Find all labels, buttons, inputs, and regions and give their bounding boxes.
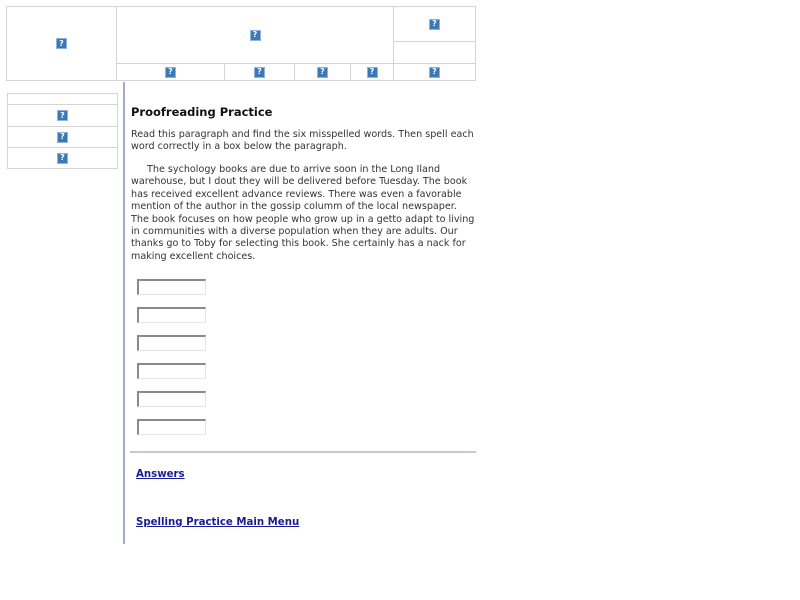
broken-image-icon[interactable]: ? [56, 38, 67, 49]
answer-input-5[interactable] [137, 391, 206, 407]
nav-cell-3[interactable] [294, 63, 351, 81]
answer-input-6[interactable] [137, 419, 206, 435]
broken-image-icon[interactable]: ? [367, 67, 378, 78]
nav-cell-4[interactable] [350, 63, 394, 81]
broken-image-icon[interactable]: ? [57, 110, 68, 121]
header-right-spacer-cell [393, 41, 476, 64]
broken-image-icon[interactable]: ? [57, 132, 68, 143]
header-top-right-cell [393, 6, 476, 42]
broken-image-icon[interactable]: ? [165, 67, 176, 78]
answer-input-1[interactable] [137, 279, 206, 295]
sidebar-item-3[interactable] [7, 147, 118, 169]
nav-cell-1[interactable] [116, 63, 225, 81]
main-menu-link[interactable]: Spelling Practice Main Menu [136, 517, 300, 528]
sidebar-item-2[interactable] [7, 126, 118, 148]
sidebar-item-1[interactable] [7, 104, 118, 127]
answer-input-2[interactable] [137, 307, 206, 323]
broken-image-icon[interactable]: ? [250, 30, 261, 41]
horizontal-rule [130, 451, 476, 453]
answers-link[interactable]: Answers [136, 469, 185, 480]
header-logo-cell [6, 6, 117, 81]
broken-image-icon[interactable]: ? [254, 67, 265, 78]
broken-image-icon[interactable]: ? [317, 67, 328, 78]
proofreading-paragraph: The sychology books are due to arrive soon in the Long Iland warehouse, but I dout they will be delivered before Tuesday. The book has received excellent advance reviews. There was even a favorable mention of the author in the gossip columm of the local newspaper. The book focuses on how people who grow up in a getto adapt to living in communities with a diverse population when they are adults. Our thanks go to Toby for selecting this book. She certainly has a nack for making excellent choices. [131, 164, 475, 262]
answer-input-3[interactable] [137, 335, 206, 351]
answer-input-4[interactable] [137, 363, 206, 379]
broken-image-icon[interactable]: ? [57, 153, 68, 164]
header-banner-cell [116, 6, 394, 64]
nav-cell-5[interactable] [393, 63, 476, 81]
broken-image-icon[interactable]: ? [429, 67, 440, 78]
content-divider-line [123, 82, 125, 544]
nav-cell-2[interactable] [224, 63, 295, 81]
page-title: Proofreading Practice [131, 105, 273, 119]
broken-image-icon[interactable]: ? [429, 19, 440, 30]
instructions-text: Read this paragraph and find the six misspelled words. Then spell each word correctly in a box below the paragraph. [131, 129, 474, 153]
